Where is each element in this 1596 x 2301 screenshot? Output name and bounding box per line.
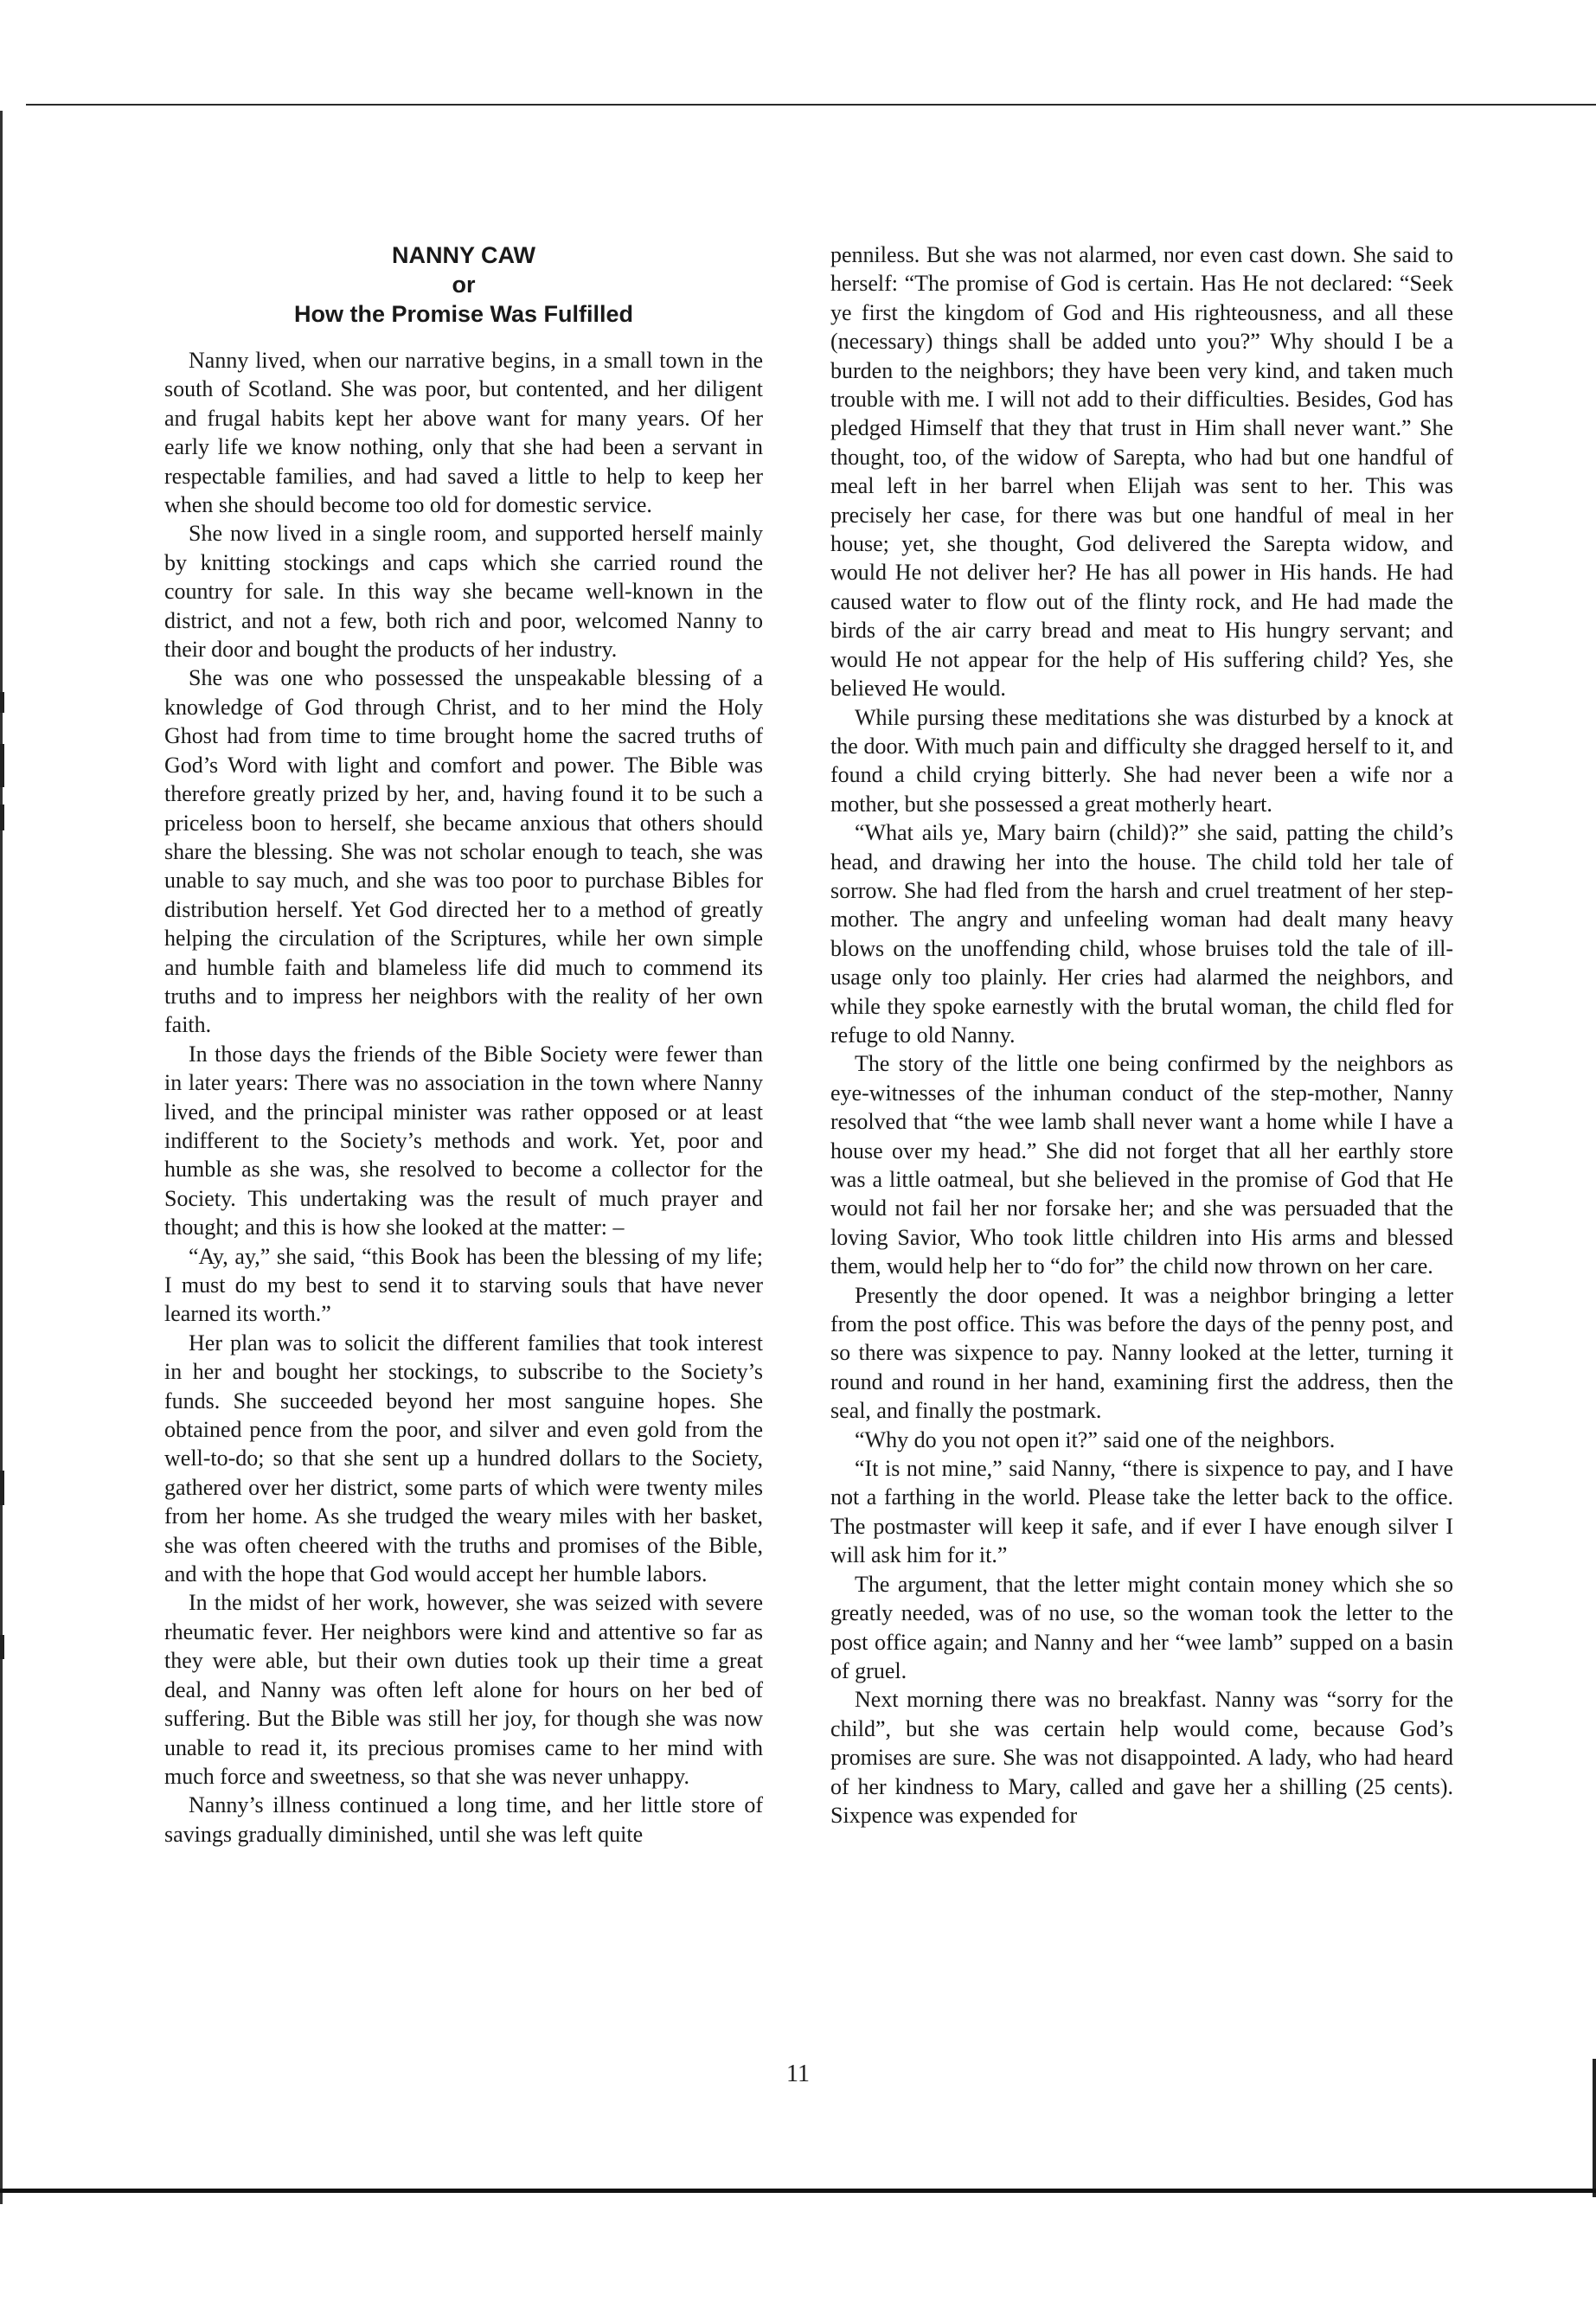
- scan-top-rule: [26, 104, 1596, 106]
- paragraph: Presently the door opened. It was a neighbor bringing a letter from the post office. This was before the days of the penny post, and so there was sixpence to pay. Nanny looked at the letter, turning it round and round in her hand, examining first the address, then the seal, and finally the postmark.: [830, 1282, 1453, 1424]
- paragraph: While pursing these meditations she was disturbed by a knock at the door. With much pain and difficulty she dragged herself to it, and found a child crying bitterly. She had never been a wife nor a mother, but she possessed a great motherly heart.: [830, 704, 1453, 817]
- margin-mark: [0, 1471, 4, 1505]
- paragraph: The argument, that the letter might contain money which she so greatly needed, was of no use, so the woman took the letter to the post office again; and Nanny and her “wee lamb” supped on a basin of gruel.: [830, 1571, 1453, 1683]
- title-subtitle: How the Promise Was Fulfilled: [293, 301, 634, 327]
- paragraph: Her plan was to solicit the different families that took interest in her and bought her stockings, to subscribe to the Society’s funds. She succeeded beyond her most sanguine hopes. She obtained pence from the poor, and silver and even gold from the well-to-do; so that she sent up a hundred dollars to the Society, gathered over her district, some parts of which were twenty miles from her home. As she trudged the weary miles with her basket, she was often cheered with the truths and promises of the Bible, and with the hope that God would accept her humble labors.: [164, 1330, 763, 1587]
- scan-bottom-rule: [0, 2189, 1596, 2193]
- paragraph: “It is not mine,” said Nanny, “there is sixpence to pay, and I have not a farthing in the world. Please take the letter back to the office. The postmaster will keep it safe, and if ever I have enough silver I will ask him for it.”: [830, 1456, 1453, 1568]
- margin-mark: [0, 804, 4, 830]
- left-column: [164, 240, 763, 1849]
- paragraph: “Why do you not open it?” said one of the neighbors.: [855, 1426, 1336, 1452]
- paragraph: “What ails ye, Mary bairn (child)?” she said, patting the child’s head, and drawing her into the house. The child told her tale of sorrow. She had fled from the harsh and cruel treatment of her step-mother. The angry and unfeeling woman had dealt many heavy blows on the unoffending child, whose bruises told the tale of ill-usage only too plainly. Her cries had alarmed the neighbors, and while they spoke earnestly with the brutal woman, the child fled for refuge to old Nanny.: [830, 820, 1453, 1048]
- scan-left-edge: [0, 111, 3, 2204]
- title-or: or: [452, 272, 476, 298]
- page-number: 11: [786, 2061, 810, 2087]
- paragraph: The story of the little one being confirmed by the neighbors as eye-witnesses of the inhuman conduct of the step-mother, Nanny resolved that “the wee lamb shall never want a home while I have a house over my head.” She did not forget that all her earthly store was a little oatmeal, but she believed in the promise of God that He would not fail her nor forsake her; and she was persuaded that the loving Savior, Who took little children into His arms and blessed them, would help her to “do for” the child now thrown on her care.: [830, 1051, 1453, 1279]
- paragraph: She was one who possessed the unspeakable blessing of a knowledge of God through Christ, and to her mind the Holy Ghost had from time to time brought home the sacred truths of God’s Word with light and comfort and power. The Bible was therefore greatly prized by her, and, having found it to be such a priceless boon to herself, she became anxious that others should share the blessing. She was not scholar enough to teach, she was unable to say much, and she was too poor to purchase Bibles for distribution herself. Yet God directed her to a method of greatly helping the circulation of the Scriptures, while her own simple and humble faith and blameless life did much to commend its truths and to impress her neighbors with the reality of her own faith.: [164, 665, 763, 1038]
- margin-mark: [0, 744, 4, 787]
- margin-mark: [0, 1635, 4, 1659]
- paragraph: Nanny’s illness continued a long time, and her little store of savings gradually diminished, until she was left quite: [164, 1792, 763, 1847]
- scan-right-edge: [1593, 2059, 1596, 2197]
- paragraph: In the midst of her work, however, she was seized with severe rheumatic fever. Her neighbors were kind and attentive so far as they were able, but their own duties took up their time a great deal, and Nanny was often left alone for hours on her bed of suffering. But the Bible was still her joy, for though she was now unable to read it, its precious promises came to her mind with much force and sweetness, so that she was never unhappy.: [164, 1590, 763, 1789]
- paragraph-continued: penniless. But she was not alarmed, nor even cast down. She said to herself: “The promise of God is certain. Has He not declared: “Seek ye first the kingdom of God and His righteousness, and all these (necessary) things shall be added unto you?” Why should I be a burden to the neighbors; they have been very kind, and taken much trouble with me. I will not add to their difficulties. Besides, God has pledged Himself that they that trust in Him shall never want.” She thought, too, of the widow of Sarepta, who had but one handful of meal left in her barrel when Elijah was sent to her. This was precisely her case, for there was but one handful of meal in her house; yet, she thought, God delivered the Sarepta widow, and would He not deliver her? He has all power in His hands. He had caused water to flow out of the flinty rock, and He had made the birds of the air carry bread and meat to His hungry servant; and would He not appear for the help of His suffering child? Yes, she believed He would.: [830, 242, 1453, 702]
- margin-mark: [0, 692, 4, 713]
- paragraph: She now lived in a single room, and supported herself mainly by knitting stockings and caps which she carried round the country for sale. In this way she became well-known in the district, and not a few, both rich and poor, welcomed Nanny to their door and bought the products of her industry.: [164, 521, 763, 663]
- paragraph: In those days the friends of the Bible Society were fewer than in later years: There was no association in the town where Nanny lived, and the principal minister was rather opposed or at least indifferent to the Society’s methods and work. Yet, poor and humble as she was, she resolved to become a collector for the Society. This undertaking was the result of much prayer and thought; and this is how she looked at the matter: –: [164, 1041, 763, 1240]
- right-column: [830, 240, 1453, 1830]
- title-main: NANNY CAW: [391, 242, 535, 268]
- article-title: [164, 240, 763, 329]
- paragraph: Nanny lived, when our narrative begins, in a small town in the south of Scotland. She was poor, but contented, and her diligent and frugal habits kept her above want for many years. Of her early life we know nothing, only that she had been a servant in respectable families, and had saved a little to help to keep her when she should become too old for domestic service.: [164, 348, 763, 518]
- paragraph: “Ay, ay,” she said, “this Book has been the blessing of my life; I must do my best to send it to starving souls that have never learned its worth.”: [164, 1243, 763, 1327]
- paragraph: Next morning there was no breakfast. Nanny was “sorry for the child”, but she was certain help would come, because God’s promises are sure. She was not disappointed. A lady, who had heard of her kindness to Mary, called and gave her a shilling (25 cents). Sixpence was expended for: [830, 1687, 1453, 1828]
